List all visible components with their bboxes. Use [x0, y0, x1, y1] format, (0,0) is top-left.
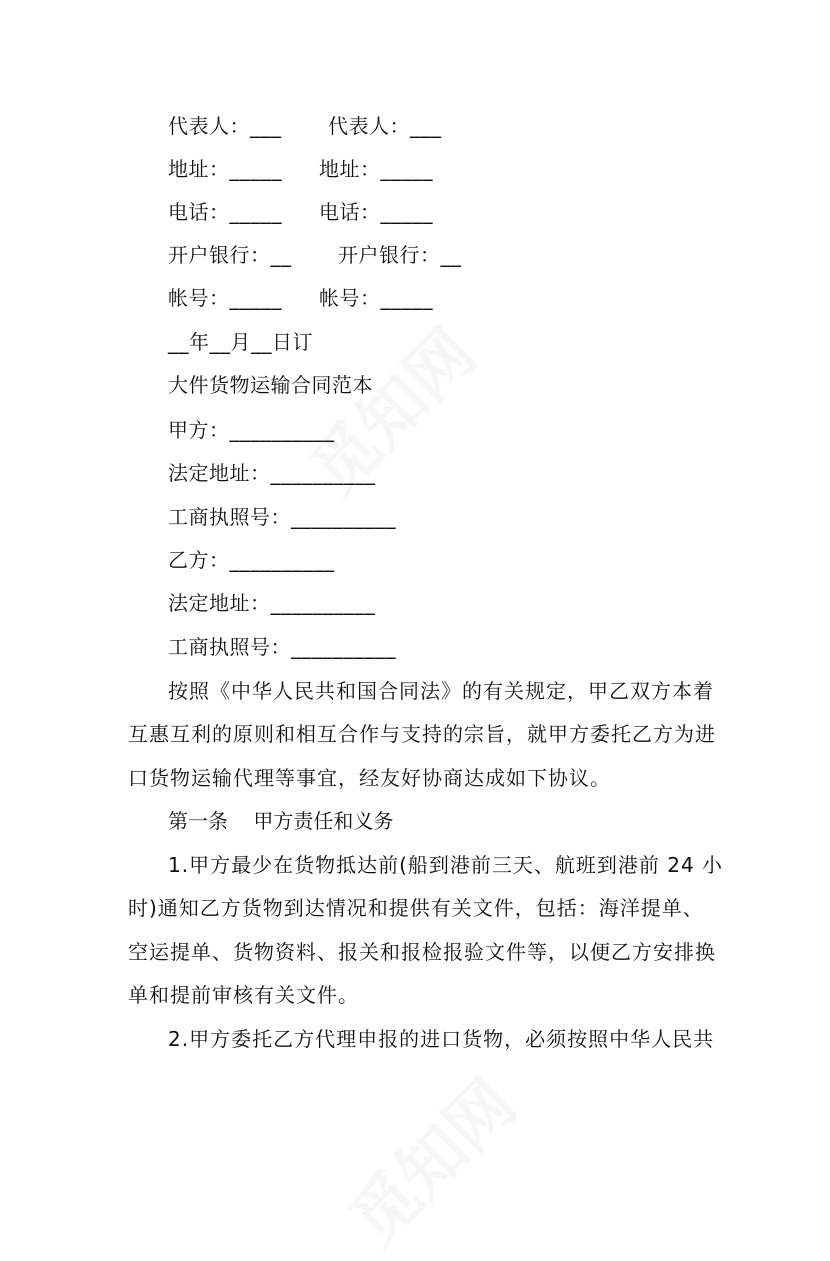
clause-1-line-4: 单和提前审核有关文件。 — [128, 983, 359, 1007]
date-line: __年__月__日订 — [168, 330, 313, 354]
rep-left: 代表人：___ — [168, 114, 282, 138]
intro-line-3: 口货物运输代理等事宜，经友好协商达成如下协议。 — [128, 766, 611, 790]
bank-right: 开户银行：__ — [338, 243, 462, 267]
signature-row — [168, 243, 462, 267]
party-b-address-field: 法定地址：__________ — [168, 591, 376, 615]
party-b-license-field: 工商执照号：__________ — [168, 635, 396, 659]
phone-right: 电话：_____ — [319, 200, 433, 224]
signature-row — [168, 114, 442, 138]
rep-right: 代表人：___ — [328, 114, 442, 138]
clause-1-line-3: 空运提单、货物资料、报关和报检报验文件等，以便乙方安排换 — [128, 940, 716, 964]
signature-row — [168, 200, 433, 224]
party-a-address-field: 法定地址：__________ — [168, 461, 376, 485]
watermark — [325, 1054, 532, 1261]
party-a-field: 甲方：__________ — [168, 418, 335, 442]
intro-line-1: 按照《中华人民共和国合同法》的有关规定，甲乙双方本着 — [168, 679, 714, 703]
phone-left: 电话：_____ — [168, 200, 282, 224]
signature-row — [168, 286, 433, 310]
contract-title: 大件货物运输合同范本 — [168, 373, 373, 397]
party-b-field: 乙方：__________ — [168, 548, 335, 572]
clause-1-line-1: 1.甲方最少在货物抵达前(船到港前三天、航班到港前 24 小 — [168, 853, 724, 877]
intro-line-2: 互惠互利的原则和相互合作与支持的宗旨，就甲方委托乙方为进 — [128, 722, 716, 746]
address-right: 地址：_____ — [319, 157, 433, 181]
party-a-license-field: 工商执照号：__________ — [168, 505, 396, 529]
account-left: 帐号：_____ — [168, 286, 282, 310]
address-left: 地址：_____ — [168, 157, 282, 181]
clause-2-line-1: 2.甲方委托乙方代理申报的进口货物，必须按照中华人民共 — [168, 1027, 715, 1051]
clause-1-line-2: 时)通知乙方货物到达情况和提供有关文件，包括：海洋提单、 — [128, 896, 704, 920]
article-heading: 第一条 甲方责任和义务 — [168, 809, 394, 833]
signature-row — [168, 157, 433, 181]
bank-left: 开户银行：__ — [168, 243, 292, 267]
account-right: 帐号：_____ — [319, 286, 433, 310]
